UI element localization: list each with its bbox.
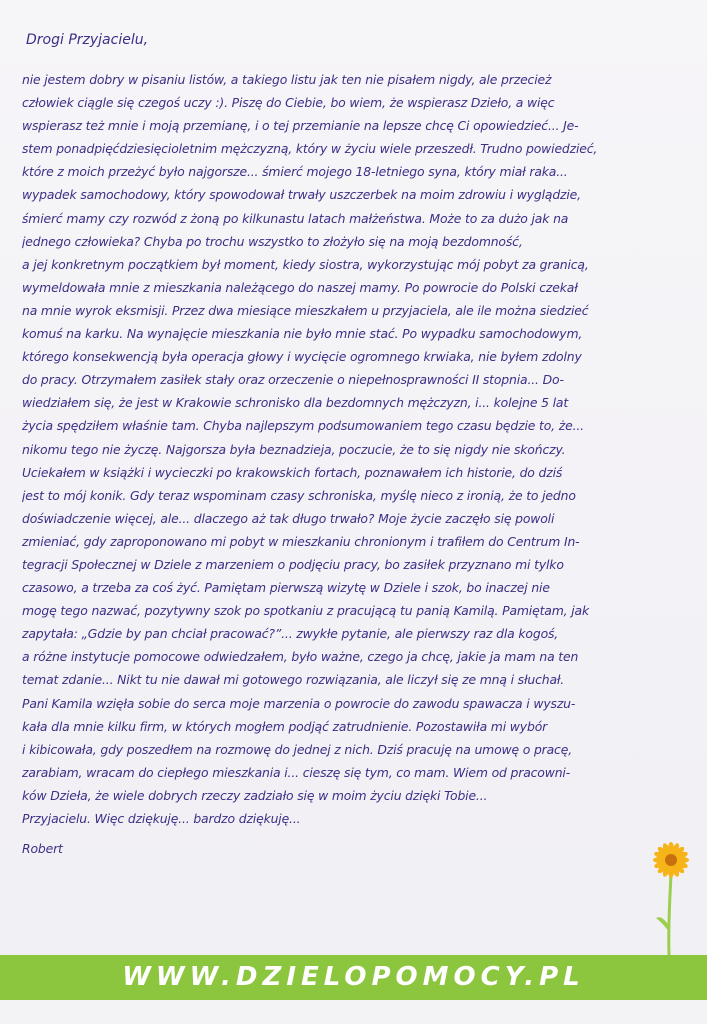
letter-line: Pani Kamila wzięła sobie do serca moje marzenia o powrocie do zawodu spawacza i wyszu-: [22, 695, 576, 711]
letter-line: człowiek ciągle się czegoś uczy :). Piszę do Ciebie, bo wiem, że wspierasz Dzieło, a więc: [22, 95, 555, 111]
letter-line: jest to mój konik. Gdy teraz wspominam czasy schroniska, myślę nieco z ironią, że to jedno: [22, 487, 576, 503]
letter-line: Przyjacielu. Więc dziękuję... bardzo dziękuję...: [22, 811, 301, 826]
letter-line: jednego człowieka? Chyba po trochu wszystko to złożyło się na moją bezdomność,: [22, 233, 523, 249]
letter-line: wymeldowała mnie z mieszkania należącego do naszej mamy. Po powrocie do Polski czekał: [22, 279, 578, 295]
letter-line: a jej konkretnym początkiem był moment, kiedy siostra, wykorzystując mój pobyt za granicą,: [22, 256, 589, 272]
letter-line: na mnie wyrok eksmisji. Przez dwa miesiące mieszkałem u przyjaciela, ale ile można siedzieć: [22, 302, 589, 318]
letter-line: doświadczenie więcej, ale... dlaczego aż tak długo trwało? Moje życie zaczęło się powoli: [22, 510, 555, 526]
letter-line: i kibicowała, gdy poszedłem na rozmowę do jednej z nich. Dziś pracuję na umowę o pracę,: [22, 741, 572, 757]
footer-website-url[interactable]: WWW.DZIELOPOMOCY.PL: [122, 962, 585, 992]
letter-line: wiedziałem się, że jest w Krakowie schronisko dla bezdomnych mężczyzn, i... kolejne 5 lat: [22, 395, 569, 411]
letter-line: stem ponadpięćdziesięcioletnim mężczyzną, który w życiu wiele przeszedł. Trudno powiedzieć,: [22, 141, 598, 157]
letter-greeting: Drogi Przyjacielu,: [26, 32, 149, 48]
letter-line: tegracji Społecznej w Dziele z marzeniem o podjęciu pracy, bo zasiłek przyznano mi tylko: [22, 556, 564, 572]
letter-line: śmierć mamy czy rozwód z żoną po kilkunastu latach małżeństwa. Może to za dużo jak na: [22, 210, 569, 226]
letter-line: nikomu tego nie życzę. Najgorsza była beznadzieja, poczucie, że to się nigdy nie skończy.: [22, 441, 566, 457]
letter-line: zapytała: „Gdzie by pan chciał pracować?”... zwykłe pytanie, ale pierwszy raz dla kogoś,: [22, 626, 559, 642]
letter-body: [22, 30, 688, 860]
letter-line: życia spędziłem właśnie tam. Chyba najlepszym podsumowaniem tego czasu będzie to, że...: [22, 418, 584, 434]
letter-line: którego konsekwencją była operacja głowy i wycięcie ogromnego krwiaka, nie byłem zdolny: [22, 349, 582, 365]
flower-center: [665, 854, 677, 866]
letter-line: wypadek samochodowy, który spowodował trwały uszczerbek na moim zdrowiu i wyglądzie,: [22, 187, 581, 203]
letter-signature: Robert: [22, 841, 63, 857]
letter-text: [22, 68, 688, 830]
letter-line: kała dla mnie kilku firm, w których mogłem podjąć zatrudnienie. Pozostawiła mi wybór: [22, 718, 548, 734]
letter-line: Uciekałem w książki i wycieczki po krakowskich fortach, poznawałem ich historie, do dziś: [22, 464, 563, 480]
flower-illustration: [640, 838, 700, 955]
letter-line: zarabiam, wracam do ciepłego mieszkania i... cieszę się tym, co mam. Wiem od pracowni-: [22, 764, 571, 780]
letter-line: a różne instytucje pomocowe odwiedzałem, było ważne, czego ja chcę, jakie ja mam na ten: [22, 649, 579, 665]
bottom-margin: [0, 1000, 707, 1024]
letter-line: mogę tego nazwać, pozytywny szok po spotkaniu z pracującą tu panią Kamilą. Pamiętam, jak: [22, 603, 589, 619]
letter-line: komuś na karku. Na wynajęcie mieszkania nie było mnie stać. Po wypadku samochodowym,: [22, 326, 583, 342]
letter-line: nie jestem dobry w pisaniu listów, a takiego listu jak ten nie pisałem nigdy, ale przecież: [22, 72, 552, 87]
letter-line: ków Dzieła, że wiele dobrych rzeczy zadziało się w moim życiu dzięki Tobie...: [22, 787, 488, 803]
letter-line: zmieniać, gdy zaproponowano mi pobyt w mieszkaniu chronionym i trafiłem do Centrum In-: [22, 533, 580, 549]
letter-line: które z moich przeżyć było najgorsze... śmierć mojego 18-letniego syna, który miał raka...: [22, 164, 568, 180]
letter-line: do pracy. Otrzymałem zasiłek stały oraz orzeczenie o niepełnosprawności II stopnia... Do-: [22, 372, 564, 388]
flower-head-icon: [653, 842, 689, 878]
letter-line: wspierasz też mnie i moją przemianę, i o tej przemianie na lepsze chcę Ci opowiedzieć... Je-: [22, 118, 579, 134]
letter-line: czasowo, a trzeba za coś żyć. Pamiętam pierwszą wizytę w Dziele i szok, bo inaczej nie: [22, 580, 550, 596]
flower-stem: [656, 874, 671, 955]
letter-line: temat zdanie... Nikt tu nie dawał mi gotowego rozwiązania, ale liczył się ze mną i słuchał.: [22, 672, 565, 688]
